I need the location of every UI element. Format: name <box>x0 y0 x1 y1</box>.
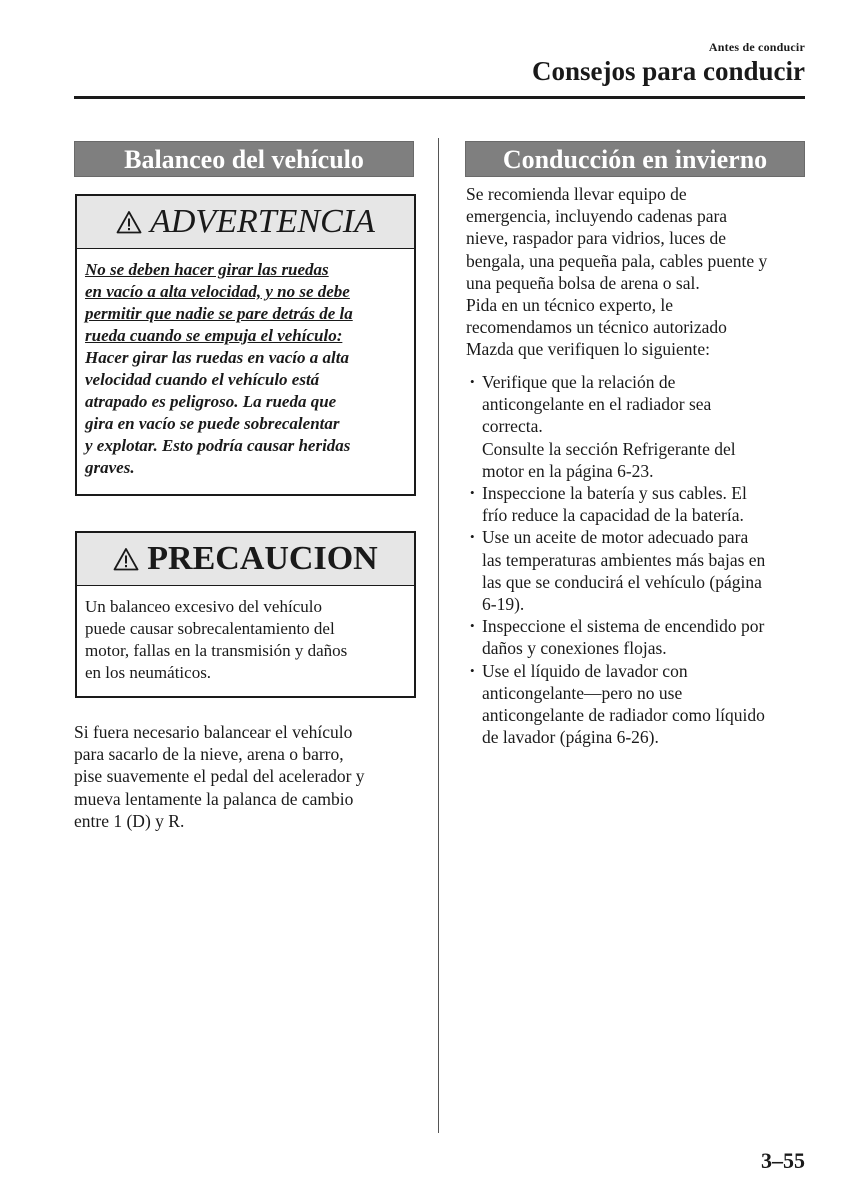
warning-text <box>77 249 414 479</box>
warning-label: ADVERTENCIA <box>150 203 375 240</box>
header-rule <box>74 96 805 99</box>
caution-line: puede causar sobrecalentamiento del <box>85 619 335 638</box>
rocking-paragraph <box>74 721 419 832</box>
list-item-line: anticongelante en el radiador sea <box>482 394 712 415</box>
paragraph-line: entre 1 (D) y R. <box>74 810 185 831</box>
list-item-line: 6-19). <box>482 594 525 615</box>
list-item-line: • Verifique que la relación de <box>482 372 676 392</box>
caution-line: motor, fallas en la transmisión y daños <box>85 641 348 660</box>
list-item-line: • Use el líquido de lavador con <box>482 660 688 681</box>
intro-line: nieve, raspador para vidrios, luces de <box>466 228 726 249</box>
warning-line: y explotar. Esto podría causar heridas <box>85 436 351 455</box>
intro-line: una pequeña bolsa de arena o sal. <box>466 272 700 293</box>
warning-header <box>77 196 414 249</box>
list-item-line: de lavador (página 6-26). <box>482 727 659 748</box>
warning-triangle-icon <box>113 547 139 571</box>
winter-intro <box>466 183 811 361</box>
list-item <box>466 660 811 749</box>
caution-label: PRECAUCION <box>147 540 378 577</box>
intro-line: Mazda que verifiquen lo siguiente: <box>466 339 710 360</box>
paragraph-line: mueva lentamente la palanca de cambio <box>74 788 354 809</box>
warning-underlined-line: rueda cuando se empuja el vehículo: <box>85 326 343 345</box>
warning-box <box>75 194 416 496</box>
warning-triangle-icon <box>116 210 142 234</box>
intro-line: Pida en un técnico experto, le <box>466 295 674 316</box>
warning-line: atrapado es peligroso. La rueda que <box>85 392 337 411</box>
list-item-line: las que se conducirá el vehículo (página <box>482 571 762 592</box>
header-section-label: Antes de conducir <box>708 40 805 54</box>
section-title-rocking: Balanceo del vehículo <box>74 141 414 177</box>
intro-line: bengala, una pequeña pala, cables puente y <box>466 250 768 271</box>
list-item-line: Consulte la sección Refrigerante del <box>482 438 736 459</box>
paragraph-line: Si fuera necesario balancear el vehículo <box>74 722 353 742</box>
caution-text <box>77 586 414 684</box>
intro-line: emergencia, incluyendo cadenas para <box>466 206 728 227</box>
list-item-line: • Use un aceite de motor adecuado para <box>482 527 749 548</box>
list-item-line: las temperaturas ambientes más bajas en <box>482 549 766 570</box>
paragraph-line: pise suavemente el pedal del acelerador y <box>74 766 365 787</box>
warning-line: graves. <box>85 458 135 477</box>
caution-box <box>75 531 416 698</box>
caution-header <box>77 533 414 586</box>
page-number: 3–55 <box>761 1148 805 1173</box>
winter-checklist <box>466 371 811 748</box>
list-item-line: motor en la página 6-23. <box>482 460 654 481</box>
list-item <box>466 526 811 615</box>
header-title: Consejos para conducir <box>531 56 805 86</box>
warning-line: Hacer girar las ruedas en vacío a alta <box>85 348 349 367</box>
caution-line: en los neumáticos. <box>85 663 212 682</box>
list-item-line: frío reduce la capacidad de la batería. <box>482 505 744 526</box>
warning-underlined-line: No se deben hacer girar las ruedas <box>85 260 329 279</box>
list-item <box>466 615 811 659</box>
warning-line: gira en vacío se puede sobrecalentar <box>85 414 340 433</box>
section-title-winter: Conducción en invierno <box>465 141 805 177</box>
warning-underlined-line: en vacío a alta velocidad, y no se debe <box>85 282 350 301</box>
column-divider <box>438 138 439 1133</box>
caution-line: Un balanceo excesivo del vehículo <box>85 597 322 616</box>
list-item-line: anticongelante—pero no use <box>482 682 683 703</box>
list-item-line: correcta. <box>482 416 543 437</box>
warning-line: velocidad cuando el vehículo está <box>85 370 320 389</box>
list-item-line: daños y conexiones flojas. <box>482 638 667 659</box>
list-item-line: • Inspeccione el sistema de encendido por <box>482 616 765 637</box>
list-item-line: • Inspeccione la batería y sus cables. El <box>482 483 747 504</box>
list-item-line: anticongelante de radiador como líquido <box>482 705 765 726</box>
paragraph-line: para sacarlo de la nieve, arena o barro, <box>74 744 344 765</box>
intro-line: recomendamos un técnico autorizado <box>466 317 727 338</box>
warning-underlined-line: permitir que nadie se pare detrás de la <box>85 304 353 323</box>
list-item <box>466 482 811 526</box>
list-item <box>466 371 811 482</box>
intro-line: Se recomienda llevar equipo de <box>466 184 687 204</box>
